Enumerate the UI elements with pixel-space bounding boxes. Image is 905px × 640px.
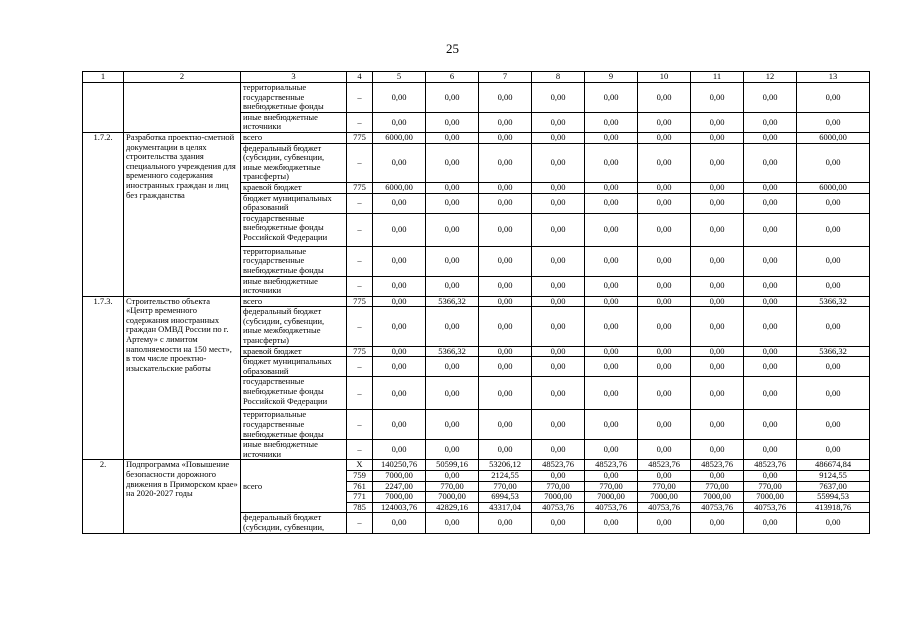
value-cell: 0,00 <box>585 471 638 482</box>
value-cell: 0,00 <box>532 276 585 296</box>
value-cell: 48523,76 <box>638 460 691 471</box>
code-cell: – <box>347 83 373 113</box>
value-cell: 0,00 <box>638 296 691 307</box>
code-cell: 785 <box>347 502 373 513</box>
value-cell: 0,00 <box>426 213 479 246</box>
value-cell: 0,00 <box>373 143 426 182</box>
value-cell: 53206,12 <box>479 460 532 471</box>
value-cell: 0,00 <box>585 440 638 460</box>
value-cell: 0,00 <box>691 182 744 193</box>
value-cell: 0,00 <box>373 307 426 346</box>
value-cell: 0,00 <box>426 193 479 213</box>
value-cell: 7000,00 <box>638 492 691 503</box>
value-cell: 0,00 <box>479 182 532 193</box>
value-cell: 0,00 <box>797 513 870 533</box>
value-cell: 40753,76 <box>744 502 797 513</box>
value-cell: 0,00 <box>585 83 638 113</box>
value-cell: 0,00 <box>532 296 585 307</box>
item-name: Строительство объекта «Центр временного содержания иностранных граждан ОМВД России по г. Артему» с лимитом наполняемости на 150 мест», в том числе проектно-изыскательские работы <box>124 296 241 460</box>
source-label: краевой бюджет <box>241 182 347 193</box>
value-cell: 0,00 <box>426 357 479 377</box>
value-cell: 0,00 <box>585 132 638 143</box>
value-cell: 0,00 <box>744 296 797 307</box>
value-cell: 770,00 <box>426 481 479 492</box>
value-cell: 0,00 <box>585 410 638 440</box>
value-cell: 43317,04 <box>479 502 532 513</box>
source-label: иные внебюджетные источники <box>241 440 347 460</box>
value-cell: 0,00 <box>744 440 797 460</box>
value-cell: 0,00 <box>532 193 585 213</box>
value-cell: 0,00 <box>691 193 744 213</box>
value-cell: 0,00 <box>744 307 797 346</box>
value-cell: 6000,00 <box>797 132 870 143</box>
value-cell: 0,00 <box>373 276 426 296</box>
value-cell: 0,00 <box>585 143 638 182</box>
value-cell: 0,00 <box>373 357 426 377</box>
value-cell: 0,00 <box>373 410 426 440</box>
value-cell: 770,00 <box>532 481 585 492</box>
value-cell: 48523,76 <box>532 460 585 471</box>
value-cell: 0,00 <box>744 410 797 440</box>
value-cell: 0,00 <box>426 83 479 113</box>
code-cell: 761 <box>347 481 373 492</box>
value-cell: 0,00 <box>638 143 691 182</box>
value-cell: 0,00 <box>744 357 797 377</box>
value-cell: 0,00 <box>638 410 691 440</box>
value-cell: 0,00 <box>638 307 691 346</box>
value-cell: 0,00 <box>479 112 532 132</box>
value-cell: 0,00 <box>638 513 691 533</box>
col-header: 6 <box>426 72 479 83</box>
source-label: территориальные государственные внебюджетные фонды <box>241 410 347 440</box>
code-cell: – <box>347 193 373 213</box>
value-cell: 0,00 <box>532 213 585 246</box>
value-cell: 0,00 <box>638 132 691 143</box>
value-cell: 0,00 <box>638 357 691 377</box>
value-cell: 0,00 <box>479 213 532 246</box>
source-label: государственные внебюджетные фонды Российской Федерации <box>241 377 347 410</box>
value-cell: 0,00 <box>691 357 744 377</box>
source-label: всего <box>241 296 347 307</box>
code-cell: 775 <box>347 296 373 307</box>
value-cell: 7000,00 <box>744 492 797 503</box>
value-cell: 0,00 <box>638 246 691 276</box>
value-cell: 0,00 <box>426 513 479 533</box>
code-cell: X <box>347 460 373 471</box>
col-header: 8 <box>532 72 585 83</box>
value-cell: 0,00 <box>479 296 532 307</box>
value-cell: 0,00 <box>638 346 691 357</box>
value-cell: 0,00 <box>797 246 870 276</box>
item-number: 1.7.3. <box>83 296 124 460</box>
value-cell: 0,00 <box>426 182 479 193</box>
value-cell: 0,00 <box>426 377 479 410</box>
value-cell: 0,00 <box>691 276 744 296</box>
col-header: 2 <box>124 72 241 83</box>
value-cell: 0,00 <box>532 307 585 346</box>
value-cell: 0,00 <box>744 246 797 276</box>
value-cell: 0,00 <box>638 276 691 296</box>
value-cell: 0,00 <box>479 83 532 113</box>
value-cell: 0,00 <box>373 346 426 357</box>
value-cell: 0,00 <box>691 410 744 440</box>
source-label: бюджет муниципальных образований <box>241 357 347 377</box>
value-cell: 0,00 <box>532 346 585 357</box>
code-cell: 771 <box>347 492 373 503</box>
source-label: краевой бюджет <box>241 346 347 357</box>
value-cell: 48523,76 <box>744 460 797 471</box>
value-cell: 0,00 <box>744 346 797 357</box>
code-cell: – <box>347 377 373 410</box>
value-cell: 0,00 <box>585 296 638 307</box>
value-cell: 5366,32 <box>426 346 479 357</box>
value-cell: 0,00 <box>638 83 691 113</box>
value-cell: 5366,32 <box>797 346 870 357</box>
code-cell: 775 <box>347 346 373 357</box>
item-number: 1.7.2. <box>83 132 124 296</box>
value-cell: 0,00 <box>532 440 585 460</box>
budget-table <box>82 71 870 534</box>
value-cell: 0,00 <box>585 513 638 533</box>
code-cell: – <box>347 213 373 246</box>
value-cell: 0,00 <box>638 193 691 213</box>
code-cell: – <box>347 246 373 276</box>
value-cell: 6000,00 <box>373 132 426 143</box>
value-cell: 0,00 <box>532 182 585 193</box>
value-cell: 0,00 <box>479 346 532 357</box>
col-header: 5 <box>373 72 426 83</box>
value-cell: 2247,00 <box>373 481 426 492</box>
value-cell: 0,00 <box>373 296 426 307</box>
value-cell: 0,00 <box>691 307 744 346</box>
value-cell: 0,00 <box>479 410 532 440</box>
value-cell: 0,00 <box>691 112 744 132</box>
source-label: бюджет муниципальных образований <box>241 193 347 213</box>
value-cell: 0,00 <box>426 410 479 440</box>
code-cell: – <box>347 440 373 460</box>
value-cell: 0,00 <box>373 513 426 533</box>
value-cell: 0,00 <box>638 440 691 460</box>
value-cell: 0,00 <box>585 307 638 346</box>
value-cell: 0,00 <box>797 193 870 213</box>
col-header: 7 <box>479 72 532 83</box>
value-cell: 770,00 <box>691 481 744 492</box>
col-header: 4 <box>347 72 373 83</box>
value-cell: 0,00 <box>744 193 797 213</box>
code-cell: – <box>347 112 373 132</box>
source-label: государственные внебюджетные фонды Российской Федерации <box>241 213 347 246</box>
col-header: 10 <box>638 72 691 83</box>
value-cell: 40753,76 <box>532 502 585 513</box>
value-cell: 770,00 <box>479 481 532 492</box>
code-cell: – <box>347 513 373 533</box>
value-cell: 6994,53 <box>479 492 532 503</box>
item-name: Разработка проектно-сметной документации в целях строительства здания специального учреждения для временного содержания иностранных граждан и лиц без гражданства <box>124 132 241 296</box>
item-row <box>83 132 870 143</box>
value-cell: 7000,00 <box>691 492 744 503</box>
value-cell: 0,00 <box>585 213 638 246</box>
code-cell: – <box>347 357 373 377</box>
value-cell: 0,00 <box>426 276 479 296</box>
value-cell: 0,00 <box>585 377 638 410</box>
value-cell: 50599,16 <box>426 460 479 471</box>
value-cell: 0,00 <box>479 513 532 533</box>
value-cell: 0,00 <box>691 83 744 113</box>
value-cell: 770,00 <box>744 481 797 492</box>
item-row <box>83 296 870 307</box>
value-cell: 0,00 <box>797 410 870 440</box>
value-cell: 0,00 <box>426 143 479 182</box>
value-cell: 40753,76 <box>585 502 638 513</box>
subprogram-total-row <box>83 460 870 471</box>
value-cell: 0,00 <box>744 513 797 533</box>
value-cell: 40753,76 <box>638 502 691 513</box>
code-cell: 759 <box>347 471 373 482</box>
page-number: 25 <box>446 41 459 56</box>
value-cell: 42829,16 <box>426 502 479 513</box>
value-cell: 0,00 <box>797 440 870 460</box>
code-cell: 775 <box>347 182 373 193</box>
value-cell: 9124,55 <box>797 471 870 482</box>
value-cell: 486674,84 <box>797 460 870 471</box>
value-cell: 0,00 <box>691 471 744 482</box>
value-cell: 0,00 <box>532 377 585 410</box>
value-cell: 55994,53 <box>797 492 870 503</box>
value-cell: 0,00 <box>426 440 479 460</box>
value-cell: 124003,76 <box>373 502 426 513</box>
item-name: Подпрограмма «Повышение безопасности дорожного движения в Приморском крае» на 2020-2027 годы <box>124 460 241 533</box>
value-cell: 0,00 <box>797 377 870 410</box>
source-label: иные внебюджетные источники <box>241 112 347 132</box>
value-cell: 770,00 <box>585 481 638 492</box>
value-cell: 7000,00 <box>585 492 638 503</box>
col-header: 3 <box>241 72 347 83</box>
value-cell: 0,00 <box>373 213 426 246</box>
value-cell: 0,00 <box>797 307 870 346</box>
value-cell: 0,00 <box>373 377 426 410</box>
value-cell: 0,00 <box>691 143 744 182</box>
value-cell: 0,00 <box>479 276 532 296</box>
value-cell: 0,00 <box>532 112 585 132</box>
value-cell: 7000,00 <box>373 471 426 482</box>
source-label: иные внебюджетные источники <box>241 276 347 296</box>
value-cell: 0,00 <box>426 132 479 143</box>
value-cell: 0,00 <box>373 193 426 213</box>
col-header: 12 <box>744 72 797 83</box>
col-header: 1 <box>83 72 124 83</box>
value-cell: 770,00 <box>638 481 691 492</box>
value-cell: 0,00 <box>479 307 532 346</box>
value-cell: 0,00 <box>797 213 870 246</box>
value-cell: 0,00 <box>532 357 585 377</box>
source-label: всего <box>241 132 347 143</box>
value-cell: 0,00 <box>532 132 585 143</box>
value-cell: 2124,55 <box>479 471 532 482</box>
value-cell: 0,00 <box>691 132 744 143</box>
value-cell: 0,00 <box>744 213 797 246</box>
value-cell: 7000,00 <box>532 492 585 503</box>
code-cell: – <box>347 143 373 182</box>
value-cell: 0,00 <box>585 193 638 213</box>
value-cell: 0,00 <box>797 143 870 182</box>
source-label: федеральный бюджет (субсидии, субвенции, <box>241 513 347 533</box>
value-cell: 0,00 <box>797 357 870 377</box>
value-cell: 0,00 <box>426 307 479 346</box>
value-cell: 0,00 <box>585 182 638 193</box>
value-cell: 0,00 <box>585 276 638 296</box>
value-cell: 0,00 <box>532 246 585 276</box>
value-cell: 0,00 <box>744 143 797 182</box>
value-cell: 40753,76 <box>691 502 744 513</box>
value-cell: 0,00 <box>638 112 691 132</box>
value-cell: 0,00 <box>691 296 744 307</box>
value-cell: 0,00 <box>744 276 797 296</box>
code-cell: – <box>347 410 373 440</box>
value-cell: 6000,00 <box>373 182 426 193</box>
value-cell: 48523,76 <box>691 460 744 471</box>
empty-num-cell <box>83 83 124 133</box>
value-cell: 0,00 <box>638 213 691 246</box>
value-cell: 0,00 <box>373 112 426 132</box>
value-cell: 0,00 <box>744 112 797 132</box>
value-cell: 6000,00 <box>797 182 870 193</box>
value-cell: 0,00 <box>373 83 426 113</box>
value-cell: 0,00 <box>532 83 585 113</box>
value-cell: 0,00 <box>585 246 638 276</box>
value-cell: 7000,00 <box>426 492 479 503</box>
code-cell: 775 <box>347 132 373 143</box>
value-cell: 5366,32 <box>797 296 870 307</box>
source-label: территориальные государственные внебюджетные фонды <box>241 246 347 276</box>
continuation-row <box>83 83 870 113</box>
value-cell: 0,00 <box>479 193 532 213</box>
value-cell: 0,00 <box>797 276 870 296</box>
value-cell: 7637,00 <box>797 481 870 492</box>
value-cell: 0,00 <box>373 246 426 276</box>
value-cell: 0,00 <box>744 83 797 113</box>
code-cell: – <box>347 276 373 296</box>
value-cell: 0,00 <box>638 377 691 410</box>
value-cell: 0,00 <box>479 246 532 276</box>
col-header: 9 <box>585 72 638 83</box>
value-cell: 0,00 <box>744 182 797 193</box>
value-cell: 0,00 <box>638 471 691 482</box>
value-cell: 0,00 <box>638 182 691 193</box>
empty-name-cell <box>124 83 241 133</box>
value-cell: 0,00 <box>744 132 797 143</box>
value-cell: 48523,76 <box>585 460 638 471</box>
source-label: федеральный бюджет (субсидии, субвенции, иные межбюджетные трансферты) <box>241 307 347 346</box>
value-cell: 140250,76 <box>373 460 426 471</box>
col-header: 11 <box>691 72 744 83</box>
source-label: территориальные государственные внебюджетные фонды <box>241 83 347 113</box>
value-cell: 0,00 <box>797 112 870 132</box>
value-cell: 0,00 <box>479 377 532 410</box>
value-cell: 0,00 <box>426 471 479 482</box>
value-cell: 0,00 <box>532 410 585 440</box>
value-cell: 0,00 <box>479 357 532 377</box>
value-cell: 0,00 <box>532 471 585 482</box>
value-cell: 0,00 <box>585 357 638 377</box>
value-cell: 0,00 <box>691 246 744 276</box>
value-cell: 7000,00 <box>373 492 426 503</box>
value-cell: 0,00 <box>585 112 638 132</box>
value-cell: 0,00 <box>744 471 797 482</box>
column-numbers-row <box>83 72 870 83</box>
code-cell: – <box>347 307 373 346</box>
source-label: всего <box>241 460 347 513</box>
value-cell: 0,00 <box>691 513 744 533</box>
value-cell: 0,00 <box>426 112 479 132</box>
item-number: 2. <box>83 460 124 533</box>
value-cell: 0,00 <box>479 143 532 182</box>
value-cell: 0,00 <box>797 83 870 113</box>
value-cell: 0,00 <box>532 143 585 182</box>
value-cell: 0,00 <box>479 440 532 460</box>
value-cell: 0,00 <box>373 440 426 460</box>
value-cell: 0,00 <box>691 440 744 460</box>
value-cell: 0,00 <box>585 346 638 357</box>
value-cell: 0,00 <box>426 246 479 276</box>
value-cell: 413918,76 <box>797 502 870 513</box>
col-header: 13 <box>797 72 870 83</box>
value-cell: 0,00 <box>744 377 797 410</box>
value-cell: 0,00 <box>691 213 744 246</box>
value-cell: 0,00 <box>479 132 532 143</box>
value-cell: 5366,32 <box>426 296 479 307</box>
source-label: федеральный бюджет (субсидии, субвенции, иные межбюджетные трансферты) <box>241 143 347 182</box>
value-cell: 0,00 <box>691 346 744 357</box>
value-cell: 0,00 <box>691 377 744 410</box>
value-cell: 0,00 <box>532 513 585 533</box>
